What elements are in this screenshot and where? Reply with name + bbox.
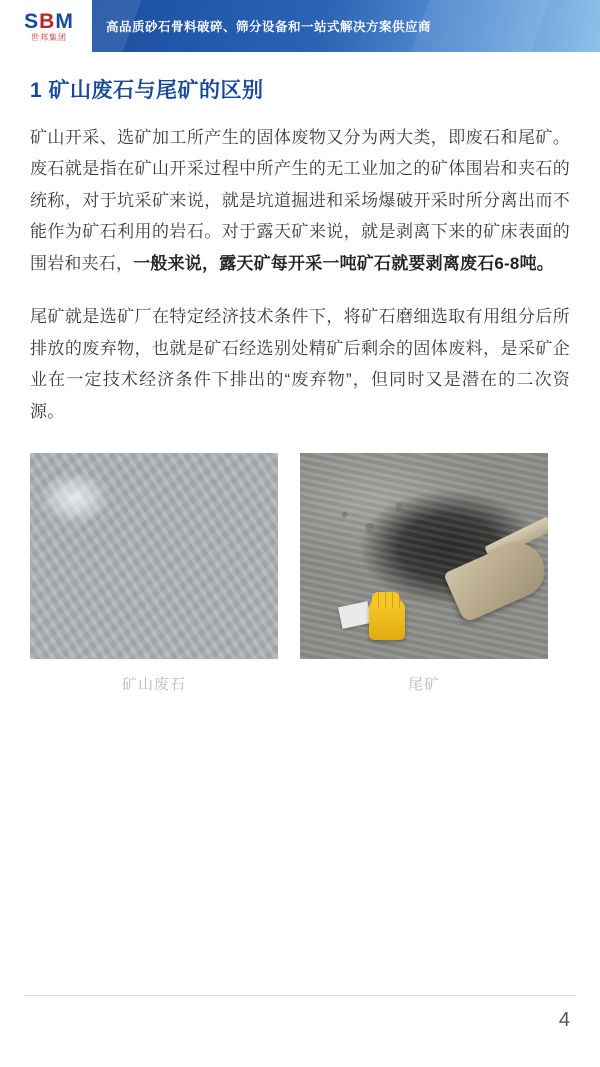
company-logo xyxy=(0,0,92,52)
figure-caption-tailings: 尾矿 xyxy=(407,675,440,693)
paragraph-one-emphasis: 一般来说，露天矿每开采一吨矿石就要剥离废石6-8吨。 xyxy=(133,253,554,273)
logo-letter-b: B xyxy=(39,9,56,33)
section-title: 1 矿山废石与尾矿的区别 xyxy=(30,79,264,102)
paper-scrap-shape xyxy=(338,601,372,629)
figure-row xyxy=(30,453,570,694)
figure-tailings xyxy=(300,453,548,694)
figure-caption-waste-rock: 矿山废石 xyxy=(121,675,186,693)
logo-wordmark: SBM xyxy=(24,9,74,33)
footer-divider xyxy=(24,995,576,996)
logo-subtitle: 世邦集团 xyxy=(31,32,67,42)
paragraph-one-text: 矿山开采、选矿加工所产生的固体废物又分为两大类，即废石和尾矿。废石就是指在矿山开采过程中所产生的无工业加之的矿体围岩和夹石的统称，对于坑采矿来说，就是坑道掘进和采场爆破开采时所分离出而不能作为矿石利用的岩石。对于露天矿来说，就是剥离下来的矿床表面的围岩和夹石， xyxy=(30,128,570,273)
paragraph-two: 尾矿就是选矿厂在特定经济技术条件下，将矿石磨细选取有用组分后所排放的废弃物，也就是矿石经选别处精矿后剩余的固体废料，是采矿企业在一定技术经济条件下排出的“废弃物”，但同时又是潜在的二次资源。 xyxy=(30,307,570,421)
paragraph-one xyxy=(30,122,570,279)
figure-waste-rock xyxy=(30,453,278,694)
page-header xyxy=(0,0,600,52)
header-banner xyxy=(92,0,600,52)
waste-rock-photo xyxy=(30,453,278,659)
yellow-glove-shape xyxy=(369,600,405,640)
header-banner-text: 高品质砂石骨料破碎、筛分设备和一站式解决方案供应商 xyxy=(106,20,432,34)
page-number: 4 xyxy=(558,1009,570,1031)
page-footer xyxy=(0,995,600,1067)
page-content xyxy=(0,52,600,694)
tailings-photo xyxy=(300,453,548,659)
